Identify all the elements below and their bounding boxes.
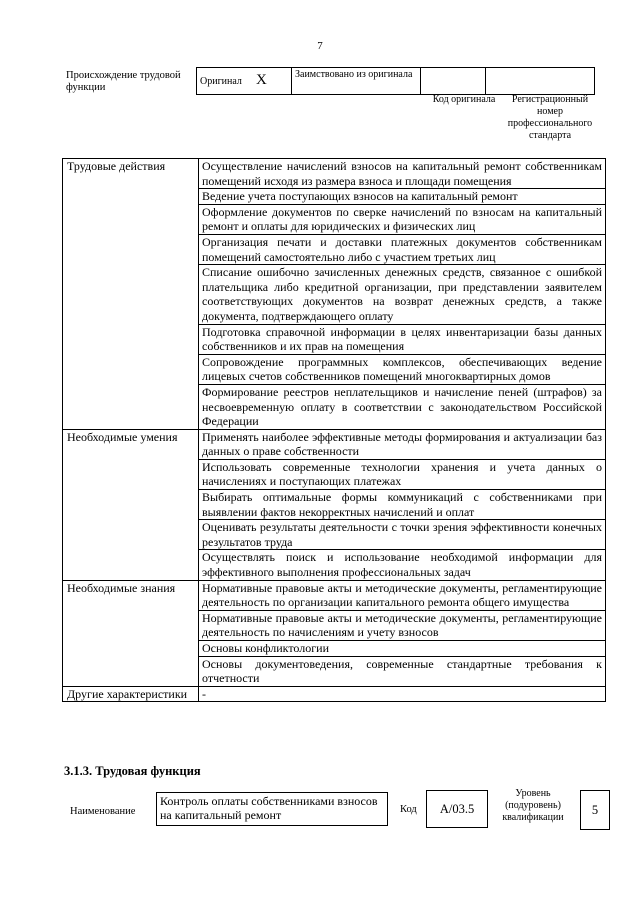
row-item: Ведение учета поступающих взносов на капитальный ремонт [199,189,606,205]
row-item: Формирование реестров неплательщиков и начисление пеней (штрафов) за несвоевременную оплату в соответствии с законодательством Российской Федерации [199,384,606,429]
row-item: Использовать современные технологии хранения и учета данных о начислениях и поступающих платежах [199,459,606,489]
row-item: Осуществлять поиск и использование необходимой информации для эффективного выполнения профессиональных задач [199,550,606,580]
table-row [63,686,606,702]
code-label: Код [400,804,417,815]
original-code-cell [421,68,486,95]
function-name: Контроль оплаты собственниками взносов на капитальный ремонт [156,792,388,826]
row-label: Трудовые действия [63,159,199,430]
borrowed-label: Заимствовано из оригинала [292,68,421,95]
origin-table [196,67,595,95]
row-item: Выбирать оптимальные формы коммуникаций с собственниками при выявлении фактов некорректных начислений и оплат [199,490,606,520]
original-code-label: Код оригинала [432,94,496,105]
row-item: Оценивать результаты деятельности с точки зрения эффективности конечных результатов труда [199,520,606,550]
table-row [63,580,606,610]
function-table [62,158,606,702]
original-label: Оригинал [200,76,242,87]
row-item: Оформление документов по сверке начислений по взносам на капитальный ремонт и оплаты для юридических и физических лиц [199,204,606,234]
row-item: Подготовка справочной информации в целях инвентаризации базы данных собственников и их прав на помещения [199,324,606,354]
row-item: - [199,686,606,702]
row-label: Необходимые умения [63,429,199,580]
row-item: Организация печати и доставки платежных документов собственникам помещений самостоятельно либо с участием третьих лиц [199,234,606,264]
level-label: Уровень (подуровень) квалификации [502,788,564,823]
qualification-level: 5 [580,790,610,830]
reg-number-label: Регистрационный номер профессионального стандарта [507,94,593,141]
row-item: Осуществление начислений взносов на капитальный ремонт собственникам помещений исходя из размера взноса и площади помещения [199,159,606,189]
row-item: Основы конфликтологии [199,641,606,657]
origin-label: Происхождение трудовой функции [66,70,181,93]
row-label: Необходимые знания [63,580,199,686]
row-item: Списание ошибочно зачисленных денежных средств, связанное с ошибкой плательщика либо кредитной организации, при представлении заявителем соответствующих документов на возврат денежных средств, а также документа, подтверждающего оплату [199,265,606,324]
row-item: Сопровождение программных комплексов, обеспечивающих ведение лицевых счетов собственников помещений многоквартирных домов [199,354,606,384]
row-item: Применять наиболее эффективные методы формирования и актуализации баз данных о праве собственности [199,429,606,459]
reg-number-cell [486,68,595,95]
original-mark: X [256,72,267,88]
row-label: Другие характеристики [63,686,199,702]
original-cell [197,68,292,95]
row-item: Основы документоведения, современные стандартные требования к отчетности [199,656,606,686]
row-item: Нормативные правовые акты и методические документы, регламентирующие деятельность по организации капитального ремонта общего имущества [199,580,606,610]
page-number: 7 [317,40,323,52]
section-title: 3.1.3. Трудовая функция [64,764,201,778]
function-code: A/03.5 [426,790,488,828]
name-label: Наименование [70,806,136,817]
table-row [63,159,606,189]
table-row [63,429,606,459]
row-item: Нормативные правовые акты и методические документы, регламентирующие деятельность по начислениям и учету взносов [199,610,606,640]
